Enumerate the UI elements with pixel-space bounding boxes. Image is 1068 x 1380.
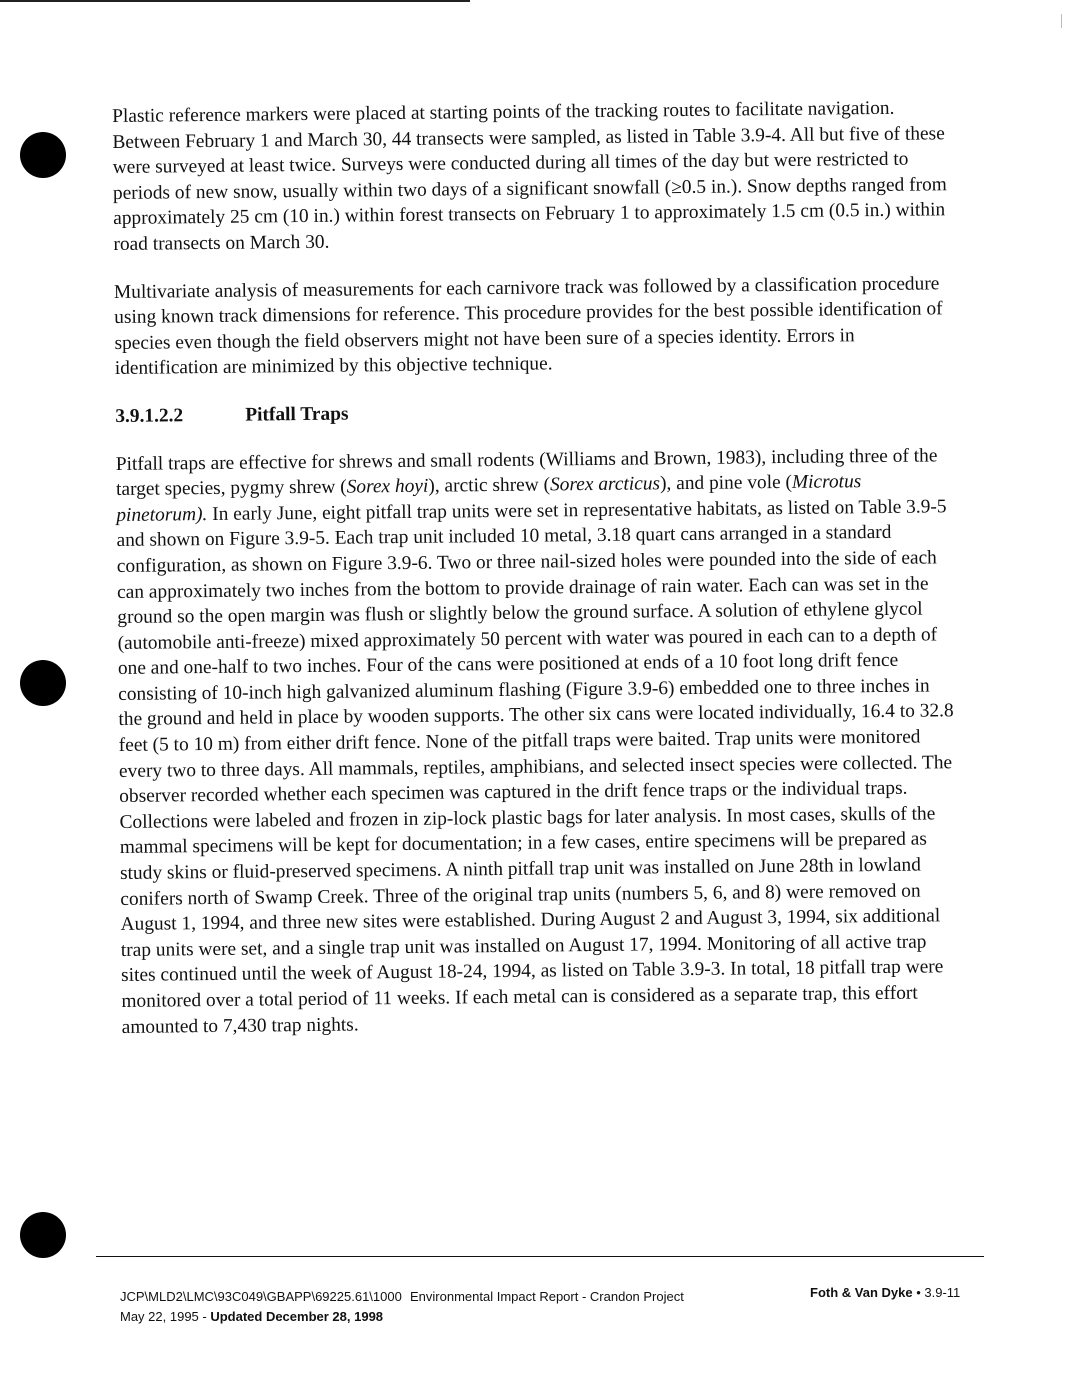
paragraph-tracking-routes: Plastic reference markers were placed at starting points of the tracking routes to facilitate navigation. Between February 1 and March 30, 44 transects were sampled, as listed in Table 3.9-4. All but five of these were surveyed at least twice. Surveys were conducted during all times of the day but were restricted to periods of new snow, usually within two days of a significant snowfall (≥0.5 in.). Snow depths ranged from approximately 25 cm (10 in.) within forest transects on February 1 to approximately 1.5 cm (0.5 in.) within road transects on March 30. [112, 97, 947, 255]
footer-original-date: May 22, 1995 - [120, 1309, 211, 1324]
binder-hole-middle [20, 660, 66, 706]
footer-file-info [120, 1287, 402, 1327]
section-number: 3.9.1.2.2 [115, 405, 184, 427]
footer-report-title: Environmental Impact Report - Crandon Project [410, 1289, 684, 1304]
binder-hole-top [20, 132, 66, 178]
species-arctic-shrew: Sorex arcticus [549, 473, 661, 496]
pitfall-mid2: ), and pine vole ( [659, 472, 793, 495]
top-scan-edge [0, 0, 470, 2]
scan-mark [1061, 14, 1062, 28]
footer-file-path: JCP\MLD2\LMC\93C049\GBAPP\69225.61\1000 [120, 1289, 402, 1304]
binder-hole-bottom [20, 1212, 66, 1258]
species-pygmy-shrew: Sorex hoyi [346, 475, 429, 498]
pitfall-intro: Pitfall traps are effective for shrews and small rodents (Williams and Brown, 1983), including three of the target species, pygmy shrew ( [115, 444, 938, 501]
footer-page-number: 3.9-11 [924, 1285, 961, 1300]
footer-company: Foth & Van Dyke [810, 1285, 913, 1300]
paragraph-pitfall-traps [116, 443, 962, 1040]
pitfall-mid1: ), arctic shrew ( [428, 474, 551, 497]
footer-dates [120, 1307, 402, 1327]
species-pine-vole: Microtus pinetorum). [116, 471, 862, 526]
footer-updated-date: Updated December 28, 1998 [210, 1309, 384, 1324]
section-title: Pitfall Traps [245, 403, 349, 426]
body-text [112, 95, 962, 1040]
pitfall-rest: In early June, eight pitfall trap units were set in representative habitats, as listed on Table 3.9-5 and shown on Figure 3.9-5. Each trap unit included 10 metal, 3.18 quart cans arranged in a standard configuration, as shown on Figure 3.9-6. Two or three nail-sized holes were pounded into the side of each can approximately two inches from the bottom to provide drainage of rain water. Each can was set in the ground so the open margin was flush or slightly below the ground surface. A solution of ethylene glycol (automobile anti-freeze) mixed approximately 50 percent with water was poured in each can to a depth of one and one-half to two inches. Four of the cans were positioned at ends of a 10 foot long drift fence consisting of 10-inch high galvanized aluminum flashing (Figure 3.9-6) embedded one to three inches in the ground and held in place by wooden supports. The other six cans were located individually, 16.4 to 32.8 feet (5 to 10 m) from either drift fence. None of the pitfall traps were baited. Trap units were monitored every two to three days. All mammals, reptiles, amphibians, and selected insect species were collected. The observer recorded whether each specimen was captured in the drift fence traps or the individual traps. Collections were labeled and frozen in zip-lock plastic bags for later analysis. In most cases, skulls of the mammal specimens will be kept for documentation; in a few cases, entire specimens will be prepared as study skins or fluid-preserved specimens. A ninth pitfall trap unit was installed on June 28th in lowland conifers north of Swamp Creek. Three of the original trap units (numbers 5, 6, and 8) were removed on August 1, 1994, and three new sites were established. During August 2 and August 3, 1994, six additional trap units were set, and a single trap unit was installed on August 17, 1994. Monitoring of all active trap sites continued until the week of August 18-24, 1994, as listed on Table 3.9-3. In total, 18 pitfall trap were monitored over a total period of 11 weeks. If each metal can is considered as a separate trap, this effort amounted to 7,430 trap nights. [116, 496, 954, 1038]
footer-page-info [810, 1283, 960, 1303]
footer-bullet: • [916, 1285, 921, 1300]
footer-divider [96, 1256, 984, 1257]
paragraph-multivariate-analysis: Multivariate analysis of measurements for each carnivore track was followed by a classification procedure using known track dimensions for reference. This procedure provides for the best possible identification of species even though the field observers might not have been sure of a species identity. Errors in identification are minimized by this objective technique. [113, 272, 943, 380]
